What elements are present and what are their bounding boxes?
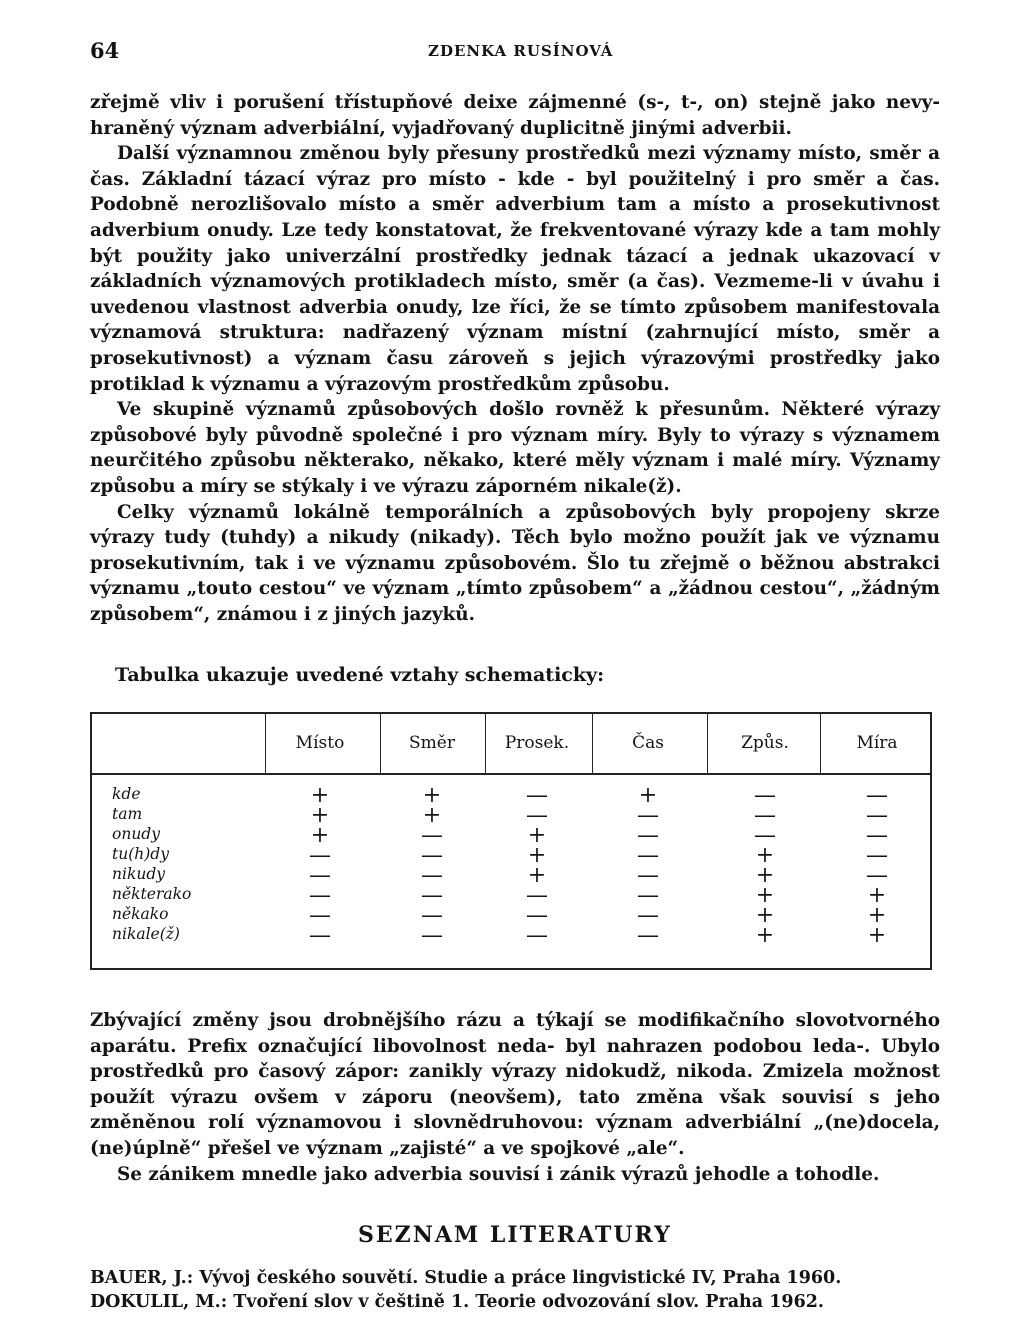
- table-column-divider: [265, 713, 266, 773]
- table-cell-mark: +: [527, 823, 547, 848]
- table-cell-mark: +: [867, 903, 887, 928]
- table-cell-mark: +: [310, 823, 330, 848]
- table-cell-mark: —: [421, 843, 443, 868]
- table-cell-mark: —: [421, 903, 443, 928]
- paragraph-5: Zbývající změny jsou drobnějšího rázu a týkají se modifikačního slovotvorného aparátu. Prefix označující libovolnost neda- byl nahrazen podobou leda-. Ubylo prostředků pro časový zápor: zanikly výrazy nidokudž, nikoda. Zmizela možnost použít výrazu ovšem v záporu (neovšem), tato změna však souvisí s jeho změněnou rolí významovou i slovnědruhovou: význam adverbiální „(ne)docela, (ne)úplně“ přešel ve význam „zajisté“ a ve spojkové „ale“.: [90, 1010, 940, 1159]
- table-cell-mark: +: [638, 783, 658, 808]
- table-cell-mark: —: [866, 863, 888, 888]
- table-cell-mark: +: [755, 883, 775, 908]
- table-cell-mark: —: [526, 883, 548, 908]
- table-cell-mark: —: [309, 903, 331, 928]
- reference-2: DOKULIL, M.: Tvoření slov v češtině 1. Teorie odvozování slov. Praha 1962.: [90, 1292, 825, 1312]
- table-cell-mark: —: [637, 923, 659, 948]
- table-cell-mark: —: [637, 903, 659, 928]
- reference-1: BAUER, J.: Vývoj českého souvětí. Studie a práce lingvistické IV, Praha 1960.: [90, 1268, 842, 1288]
- page-number: 64: [90, 38, 120, 63]
- paragraph-6: Se zánikem mnedle jako adverbia souvisí i zánik výrazů jehodle a tohodle.: [117, 1163, 880, 1185]
- paragraph-1: [90, 90, 940, 141]
- table-row-label: nikale(ž): [112, 925, 180, 943]
- paragraph-4: Celky významů lokálně temporálních a způsobových byly propojeny skrze výrazy tudy (tuhdy) a nikudy (nikady). Těch bylo možno použít jak ve významu prosekutivním, tak i ve významu způsobovém. Šlo tu zřejmě o běžnou abstrakci významu „touto cestou“ ve význam „tímto způsobem“ a „žádnou cestou“, „žádným způsobem“, známou i z jiných jazyků.: [90, 501, 940, 625]
- table-column-header: Čas: [632, 733, 664, 753]
- paragraph-1-line-2: hraněný význam adverbiální, vyjadřovaný duplicitně jinými adverbii.: [90, 117, 792, 139]
- table-column-divider: [380, 713, 381, 773]
- paragraph-2: Další významnou změnou byly přesuny prostředků mezi významy místo, směr a čas. Základní tázací výraz pro místo - kde - byl použitelný i pro směr a čas. Podobně nerozlišovalo místo a směr adverbium tam a místo a prosekutivnost adverbium onudy. Lze tedy konstatovat, že frekventované výrazy kde a tam mohly být použity jako univerzální prostředky jednak tázací a jednak ukazovací v základních významových protikladech místo, směr (a čas). Vezmeme-li v úvahu i uvedenou vlastnost adverbia onudy, lze říci, že se tímto způsobem manifestovala významová struktura: nadřazený význam místní (zahrnující místo, směr a prosekutivnost) a význam času zároveň s jejich výrazovými prostředky jako protiklad k významu a výrazovým prostředkům způsobu.: [90, 143, 940, 395]
- table-cell-mark: —: [637, 823, 659, 848]
- table-cell-mark: +: [310, 803, 330, 828]
- table-cell-mark: —: [421, 823, 443, 848]
- table-row-label: nikudy: [112, 865, 165, 883]
- table-cell-mark: —: [637, 863, 659, 888]
- table-cell-mark: +: [867, 923, 887, 948]
- table-cell-mark: —: [866, 823, 888, 848]
- table-cell-mark: —: [526, 903, 548, 928]
- table-cell-mark: —: [754, 783, 776, 808]
- body-text-top: [90, 90, 940, 627]
- section-title-literature: SEZNAM LITERATURY: [358, 1222, 672, 1248]
- table-cell-mark: +: [527, 843, 547, 868]
- table-row-label: některako: [112, 885, 192, 903]
- table-row-label: kde: [112, 785, 141, 803]
- table-cell-mark: —: [866, 843, 888, 868]
- table-row-label: tam: [112, 805, 143, 823]
- table-cell-mark: +: [755, 903, 775, 928]
- table-column-header: Místo: [295, 733, 345, 753]
- table-header-rule: [90, 773, 932, 775]
- table-cell-mark: —: [637, 883, 659, 908]
- table-cell-mark: +: [422, 783, 442, 808]
- table-cell-mark: —: [526, 923, 548, 948]
- table-column-divider: [707, 713, 708, 773]
- paragraph-3: Ve skupině významů způsobových došlo rovněž k přesunům. Některé výrazy způsobové byly původně společné i pro význam míry. Byly to výrazy s významem neurčitého způsobu některako, někako, které měly význam i malé míry. Významy způsobu a míry se stýkaly i ve výrazu záporném nikale(ž).: [90, 399, 940, 497]
- table-column-header: Směr: [409, 733, 455, 753]
- table-row-label: tu(h)dy: [112, 845, 169, 863]
- table-cell-mark: +: [310, 783, 330, 808]
- running-head: ZDENKA RUSÍNOVÁ: [428, 42, 614, 60]
- table-caption: Tabulka ukazuje uvedené vztahy schematicky:: [115, 664, 605, 686]
- table-cell-mark: —: [866, 783, 888, 808]
- table-cell-mark: —: [526, 803, 548, 828]
- table-cell-mark: —: [309, 883, 331, 908]
- table-column-header: Míra: [856, 733, 898, 753]
- table-column-header: Způs.: [741, 733, 789, 753]
- table-cell-mark: —: [637, 843, 659, 868]
- table-cell-mark: —: [754, 803, 776, 828]
- table-cell-mark: +: [527, 863, 547, 888]
- table-column-header: Prosek.: [504, 733, 570, 753]
- table-cell-mark: +: [422, 803, 442, 828]
- table-cell-mark: —: [309, 843, 331, 868]
- table-cell-mark: —: [754, 823, 776, 848]
- table-cell-mark: —: [421, 883, 443, 908]
- table-cell-mark: +: [755, 863, 775, 888]
- table-row-label: někako: [112, 905, 169, 923]
- table-column-divider: [592, 713, 593, 773]
- table-row-label: onudy: [112, 825, 160, 843]
- table-cell-mark: —: [421, 863, 443, 888]
- table-cell-mark: +: [755, 843, 775, 868]
- body-text-bottom: [90, 1008, 940, 1187]
- table-cell-mark: —: [421, 923, 443, 948]
- table-cell-mark: +: [755, 923, 775, 948]
- table-cell-mark: —: [309, 863, 331, 888]
- paragraph-1-line-1: zřejmě vliv i porušení třístupňové deixe zájmenné (s-, t-, on) stejně jako nevy-: [90, 92, 940, 113]
- table-cell-mark: +: [867, 883, 887, 908]
- table-cell-mark: —: [866, 803, 888, 828]
- table-cell-mark: —: [637, 803, 659, 828]
- table-column-divider: [485, 713, 486, 773]
- table-column-divider: [820, 713, 821, 773]
- table-cell-mark: —: [309, 923, 331, 948]
- table-cell-mark: —: [526, 783, 548, 808]
